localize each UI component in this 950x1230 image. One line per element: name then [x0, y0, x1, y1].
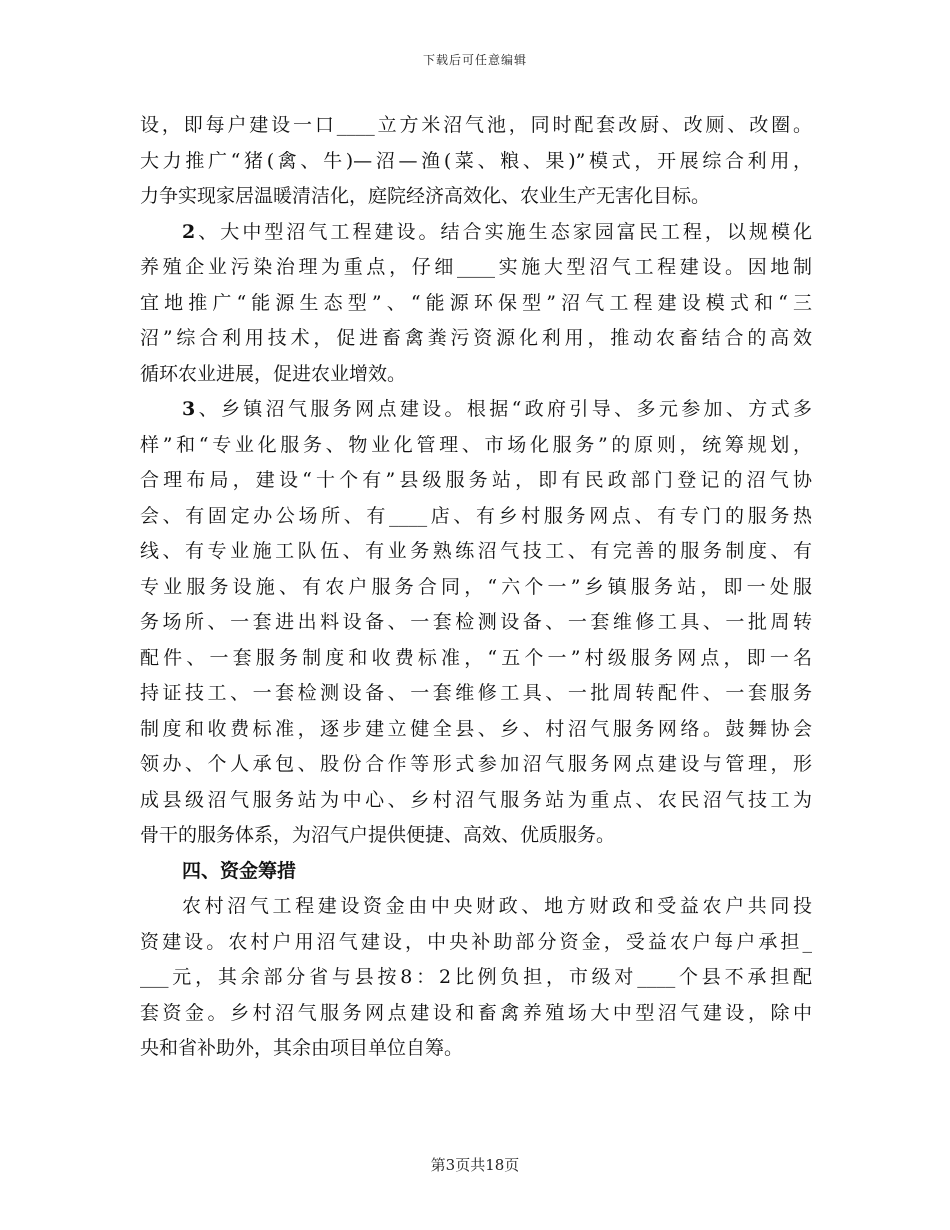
paragraph-line: [140, 179, 812, 215]
line-text: 套资金。乡村沼气服务网点建设和畜禽养殖场大中型沼气建设，除中: [140, 1001, 812, 1024]
paragraph-line: [140, 357, 812, 393]
paragraph-line: [140, 286, 812, 322]
paragraph-line: [140, 925, 812, 961]
line-text: 设，即每户建设一口____立方米沼气池，同时配套改厨、改厕、改圈。: [140, 114, 812, 136]
line-text: 线、有专业施工队伍、有业务熟练沼气技工、有完善的服务制度、有: [140, 540, 812, 562]
paragraph-line: [140, 144, 812, 180]
paragraph-line: [140, 818, 812, 854]
paragraph-line: [140, 1031, 812, 1067]
paragraph-line: [140, 712, 812, 748]
line-text: ___元，其余部分省与县按8：2比例负担，市级对____个县不承担配: [140, 966, 812, 988]
paragraph-line: [140, 321, 812, 357]
line-text: 循环农业进展，促进农业增效。: [140, 362, 407, 385]
paragraph-line: [140, 641, 812, 677]
line-text: 、乡镇沼气服务网点建设。根据“政府引导、多元参加、方式多: [195, 398, 812, 420]
line-text: 成县级沼气服务站为中心、乡村沼气服务站为重点、农民沼气技工为: [140, 788, 812, 811]
paragraph-line: [140, 463, 812, 499]
paragraph-line: [140, 676, 812, 712]
line-text: 宜地推广“能源生态型”、“能源环保型”沼气工程建设模式和“三: [140, 291, 812, 314]
paragraph-line: [140, 250, 812, 286]
paragraph-line: [140, 783, 812, 819]
paragraph-line: [140, 428, 812, 464]
section-heading-text: 四、资金筹措: [182, 859, 297, 882]
paragraph-line: [140, 605, 812, 641]
line-text: 资建设。农村户用沼气建设，中央补助部分资金，受益农户每户承担_: [140, 930, 812, 953]
item-number: 3: [182, 398, 196, 420]
paragraph-line: [140, 996, 812, 1032]
line-text: 持证技工、一套检测设备、一套维修工具、一批周转配件、一套服务: [140, 682, 812, 704]
line-text: 样”和“专业化服务、物业化管理、市场化服务”的原则，统筹规划，: [140, 433, 812, 456]
line-text: 领办、个人承包、股份合作等形式参加沼气服务网点建设与管理，形: [140, 753, 812, 775]
line-text: 养殖企业污染治理为重点，仔细____实施大型沼气工程建设。因地制: [140, 256, 812, 278]
paragraph-line: [140, 534, 812, 570]
paragraph-line: [140, 570, 812, 606]
item-number: 2: [182, 220, 196, 243]
line-text: 骨干的服务体系，为沼气户提供便捷、高效、优质服务。: [140, 824, 616, 846]
line-text: 专业服务设施、有农户服务合同，“六个一”乡镇服务站，即一处服: [140, 575, 812, 598]
line-text: 大力推广“猪(禽、牛)—沼—渔(菜、粮、果)”模式，开展综合利用，: [140, 149, 812, 172]
line-text: 农村沼气工程建设资金由中央财政、地方财政和受益农户共同投: [182, 895, 812, 917]
line-text: 制度和收费标准，逐步建立健全县、乡、村沼气服务网络。鼓舞协会: [140, 717, 812, 740]
paragraph-line: [140, 499, 812, 535]
paragraph-line: [140, 747, 812, 783]
paragraph-line: [140, 960, 812, 996]
paragraph-line: [140, 392, 812, 428]
line-text: 会、有固定办公场所、有____店、有乡村服务网点、有专门的服务热: [140, 504, 812, 527]
paragraph-line: [140, 889, 812, 925]
line-text: 沼”综合利用技术，促进畜禽粪污资源化利用，推动农畜结合的高效: [140, 327, 812, 349]
page-header: 下载后可任意编辑: [422, 53, 527, 67]
document-body: [140, 108, 812, 1067]
line-text: 力争实现家居温暖清洁化，庭院经济高效化、农业生产无害化目标。: [140, 185, 711, 207]
paragraph-line: [140, 108, 812, 144]
line-text: 、大中型沼气工程建设。结合实施生态家园富民工程，以规模化: [195, 220, 812, 243]
section-heading: [140, 854, 812, 890]
line-text: 务场所、一套进出料设备、一套检测设备、一套维修工具、一批周转: [140, 611, 812, 633]
page-footer: 第3页共18页: [430, 1156, 520, 1174]
paragraph-line: [140, 215, 812, 251]
line-text: 央和省补助外，其余由项目单位自筹。: [140, 1037, 464, 1059]
line-text: 合理布局，建设“十个有”县级服务站，即有民政部门登记的沼气协: [140, 469, 812, 491]
line-text: 配件、一套服务制度和收费标准，“五个一”村级服务网点，即一名: [140, 646, 812, 669]
